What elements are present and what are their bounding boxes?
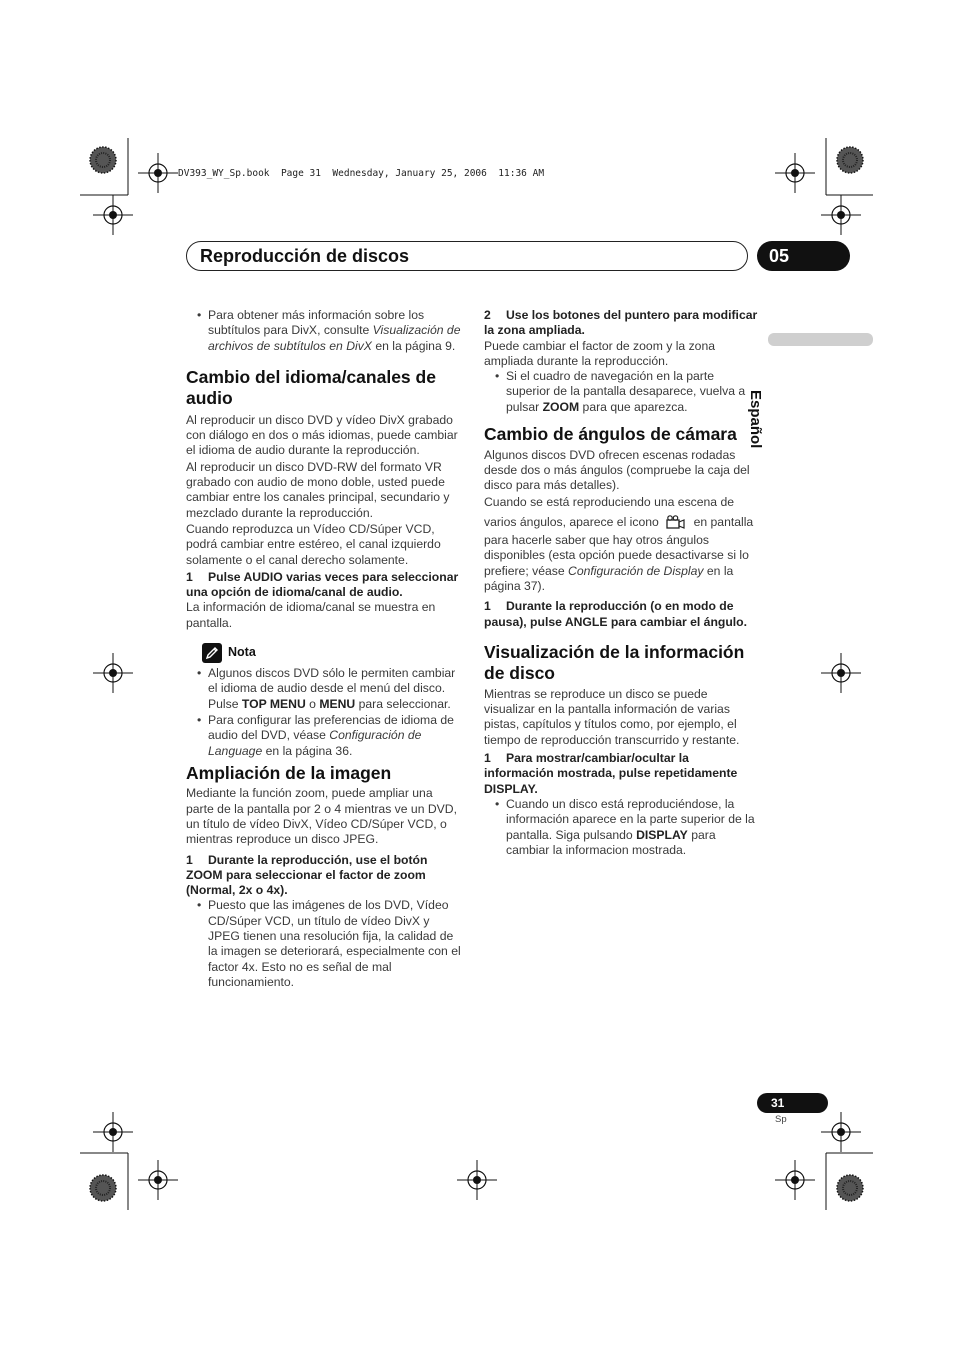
paragraph: Algunos discos DVD ofrecen escenas rodadas desde dos o más ángulos (compruebe la caja del disco para más detalles). <box>484 447 750 493</box>
paragraph: varios ángulos, aparece el icono en pantalla para hacerle saber que hay otros ángulos disponibles (esta opción puede desactivarse si lo prefiere; véase Configuración de Display en la página 37). <box>484 514 754 593</box>
list-item: • Puesto que las imágenes de los DVD, Vídeo CD/Súper VCD, un título de vídeo DivX y JPEG tienen una resolución fija, la calidad de la imagen se deteriorará, especialmente con el factor 4x. Esto no es señal de mal funcionamiento. <box>186 898 462 990</box>
list-item: • Cuando un disco está reproduciéndose, la información aparece en la parte superior de la pantalla. Siga pulsando DISPLAY para cambiar la informacion mostrada. <box>484 797 760 858</box>
paragraph: Mientras se reproduce un disco se puede visualizar en la pantalla información de varias pistas, capítulos y títulos como, por ejemplo, el tiempo de reproducción transcurrido y restante. <box>484 686 740 747</box>
step-instruction: 1 Durante la reproducción, use el botón ZOOM para seleccionar el factor de zoom (Normal, 2x o 4x). <box>186 852 428 898</box>
pencil-note-icon <box>202 643 222 663</box>
step-instruction: 1 Pulse AUDIO varias veces para seleccionar una opción de idioma/canal de audio. <box>186 569 459 600</box>
paragraph: Mediante la función zoom, puede ampliar una parte de la pantalla por 2 o 4 mientras ve un DVD, un título de vídeo DivX, Vídeo CD/Súper VCD, o mientras reproduce un disco JPEG. <box>186 786 457 847</box>
page-language-code: Sp <box>775 1114 787 1125</box>
list-item: • Para obtener más información sobre los subtítulos para DivX, consulte Visualización de archivos de subtítulos en DivX en la página 9. <box>186 308 462 354</box>
paragraph: Al reproducir un disco DVD-RW del formato VR grabado con audio de mono doble, usted puede cambiar entre los canales principal, secundario y mezclado durante la reproducción. <box>186 459 450 520</box>
list-item: • Si el cuadro de navegación en la parte superior de la pantalla desaparece, vuelva a pulsar ZOOM para que aparezca. <box>484 369 760 415</box>
step-instruction: 2 Use los botones del puntero para modificar la zona ampliada. <box>484 308 758 338</box>
right-column <box>484 308 760 858</box>
page-number: 31 <box>757 1093 828 1113</box>
note-label: Nota <box>228 645 256 660</box>
section-heading-display: Visualización de la información de disco <box>484 641 745 684</box>
chapter-title: Reproducción de discos <box>200 246 410 266</box>
section-heading-angle: Cambio de ángulos de cámara <box>484 424 737 445</box>
paragraph: Puede cambiar el factor de zoom y la zona ampliada durante la reproducción. <box>484 338 716 368</box>
print-header: DV393_WY_Sp.book Page 31 Wednesday, January 25, 2006 11:36 AM <box>178 168 545 179</box>
section-heading-audio: Cambio del idioma/canales de audio <box>186 366 436 409</box>
paragraph: Cuando se está reproduciendo una escena de <box>484 495 735 510</box>
language-tab <box>768 333 873 346</box>
step-instruction: 1 Durante la reproducción (o en modo de pausa), pulse ANGLE para cambiar el ángulo. <box>484 599 748 629</box>
language-label: Español <box>747 390 764 449</box>
list-item: • Algunos discos DVD sólo le permiten cambiar el idioma de audio desde el menú del disco. Pulse TOP MENU o MENU para seleccionar. <box>186 666 462 712</box>
note-header <box>202 643 462 663</box>
section-heading-zoom: Ampliación de la imagen <box>186 762 392 783</box>
paragraph: Cuando reproduzca un Vídeo CD/Súper VCD, podrá cambiar entre estéreo, el canal izquierdo solamente o el canal derecho solamente. <box>186 521 441 567</box>
camera-angle-icon <box>666 515 686 533</box>
left-column <box>186 308 462 990</box>
list-item: • Para configurar las preferencias de idioma de audio del DVD, véase Configuración de Language en la página 36. <box>186 713 462 759</box>
chapter-number: 05 <box>757 241 850 271</box>
step-instruction: 1 Para mostrar/cambiar/ocultar la información mostrada, pulse repetidamente DISPLAY. <box>484 751 738 796</box>
paragraph: Al reproducir un disco DVD y vídeo DivX grabado con diálogo en dos o más idiomas, puede cambiar el idioma de audio durante la reproducción. <box>186 412 458 458</box>
paragraph: La información de idioma/canal se muestra en pantalla. <box>186 600 436 630</box>
